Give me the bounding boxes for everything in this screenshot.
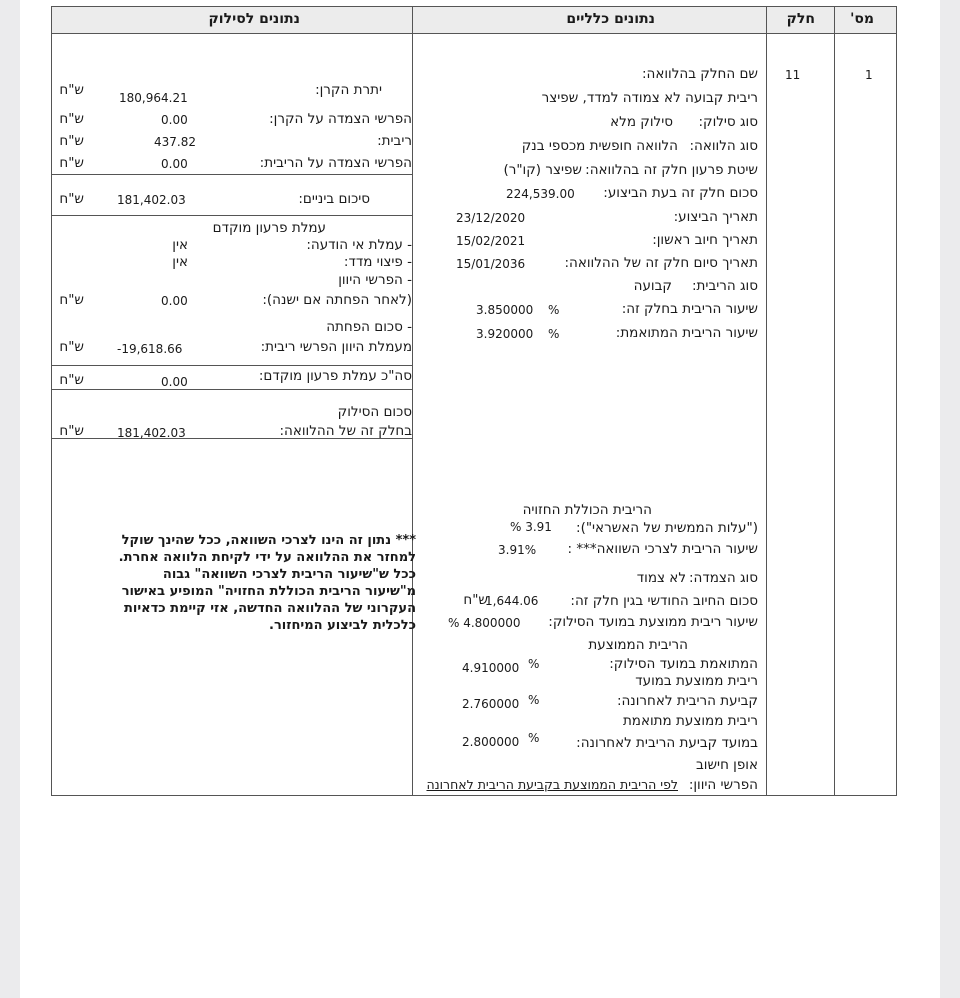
discount-diff-label: - הפרשי היוון (338, 272, 412, 288)
principal-value: 180,964.21 (119, 91, 188, 105)
header-bottom-border (51, 33, 897, 34)
part-name-value: ריבית קבועה לא צמודה למדד, שפיצר (541, 90, 758, 106)
exec-date-value: 23/12/2020 (456, 211, 526, 225)
principal-link-currency: ש"ח (59, 111, 84, 127)
monthly-currency: ש"ח (463, 592, 488, 608)
header-payoff: נתונים לסילוק (208, 11, 300, 27)
avg-fix-percent-sign: % (528, 693, 540, 707)
discount-diff-value: 0.00 (161, 294, 188, 308)
total-rate-value: % 3.91 (510, 520, 552, 534)
calc-value: לפי הריבית הממוצעת בקביעת הריבית לאחרונה (426, 777, 678, 792)
part-name-label: שם החלק בהלוואה: (641, 66, 758, 82)
reduction-currency: ש"ח (59, 339, 84, 355)
avg-adj-value: 4.910000 (462, 661, 520, 675)
reduction-sub: מעמלת היוון הפרשי ריבית: (260, 339, 412, 355)
column-divider (766, 6, 767, 796)
total-fee-value: 0.00 (161, 375, 188, 389)
adj-rate-percent-sign: % (548, 327, 560, 341)
interest-link-label: הפרשי הצמדה על הריבית: (259, 155, 412, 171)
total-fee-label: סה"כ עמלת פרעון מוקדם: (258, 368, 412, 384)
avg-fix-adj-title: ריבית ממוצעת מתואמת (622, 713, 758, 729)
interest-link-value: 0.00 (161, 157, 188, 171)
header-general: נתונים כלליים (566, 11, 655, 27)
principal-currency: ש"ח (59, 82, 84, 98)
index-comp-label: - פיצוי מדד: (343, 254, 412, 270)
table-left-border (51, 6, 52, 796)
reduction-label: - סכום הפחתה (326, 319, 412, 335)
section-divider (51, 174, 412, 175)
avg-adj-label: המתואמת במועד הסילוק: (609, 656, 758, 672)
document-page (20, 0, 940, 998)
linkage-label: סוג הצמדה: (688, 570, 758, 586)
early-fee-title: עמלת פרעון מוקדם (212, 220, 326, 236)
table-bottom-border (51, 795, 897, 796)
interest-value: 437.82 (154, 135, 196, 149)
discount-diff-sub: (לאחר הפחתה אם ישנה): (262, 292, 412, 308)
adj-rate-value: 3.920000 (476, 327, 534, 341)
total-rate-title: הריבית הכוללת החזויה (522, 502, 652, 518)
interest-link-currency: ש"ח (59, 155, 84, 171)
subtotal-label: סיכום ביניים: (298, 191, 370, 207)
section-divider (51, 215, 412, 216)
table-top-border (51, 6, 897, 7)
rate-type-value: קבועה (633, 278, 672, 294)
rate-label: שיעור הריבית בחלק זה: (621, 301, 758, 317)
interest-currency: ש"ח (59, 133, 84, 149)
end-date-label: תאריך סיום חלק זה של ההלוואה: (564, 255, 758, 271)
principal-label: יתרת הקרן: (315, 82, 382, 98)
avg-fix-title: ריבית ממוצעת במועד (635, 673, 758, 689)
total-fee-currency: ש"ח (59, 372, 84, 388)
loan-type-label: סוג הלוואה: (689, 138, 758, 154)
rate-value: 3.850000 (476, 303, 534, 317)
header-part: חלק (786, 11, 815, 27)
monthly-value: 1,644.06 (485, 594, 539, 608)
no-notice-label: - עמלת אי הודעה: (306, 237, 412, 253)
avg-rate-label: שיעור ריבית ממוצעת במועד הסילוק: (548, 614, 758, 630)
rate-type-label: סוג הריבית: (692, 278, 758, 294)
amount-value: 224,539.00 (506, 187, 575, 201)
avg-fix-value: 2.760000 (462, 697, 520, 711)
no-notice-value: אין (172, 237, 188, 253)
rate-percent-sign: % (548, 303, 560, 317)
compare-rate-label: שיעור הריבית לצרכי השוואה*** : (567, 541, 758, 557)
principal-link-label: הפרשי הצמדה על הקרן: (269, 111, 412, 127)
payoff-type-label: סוג סילוק: (698, 114, 758, 130)
payoff-amount-title: סכום הסילוק (337, 404, 412, 420)
first-charge-label: תאריך חיוב ראשון: (652, 232, 758, 248)
payoff-amount-label: בחלק זה של ההלוואה: (279, 423, 412, 439)
repayment-method-value: שפיצר (קו"ר) (503, 162, 582, 178)
index-comp-value: אין (172, 254, 188, 270)
principal-link-value: 0.00 (161, 113, 188, 127)
header-num: מס' (850, 11, 874, 27)
payoff-type-value: סילוק מלא (610, 114, 673, 130)
compare-rate-value: 3.91% (498, 543, 537, 557)
loan-type-value: הלוואה חופשית מכספי בנק (521, 138, 678, 154)
column-divider (834, 6, 835, 796)
calc-title: אופן חישוב (696, 757, 758, 773)
first-charge-value: 15/02/2021 (456, 234, 526, 248)
comparison-note: *** נתון זה הינו לצרכי השוואה, ככל שהינך שוקל למחזר את ההלוואה על ידי לקיחת הלוואה אחרת. ככל ש"שיעור הריבית לצרכי השוואה" גבוה מ"שיעור הריבית הכוללת החזויה" המופיע באישור העקרוני של ההלוואה החדשה, אזי קיימת כדאיות כלכלית לביצוע המיחזור. (118, 533, 416, 633)
calc-label: הפרשי היוון: (688, 777, 758, 793)
section-divider (51, 389, 412, 390)
repayment-method-label: שיטת פרעון חלק זה בהלוואה: (585, 162, 758, 178)
avg-fix-adj-percent-sign: % (528, 731, 540, 745)
subtotal-value: 181,402.03 (117, 193, 186, 207)
discount-diff-currency: ש"ח (59, 292, 84, 308)
avg-adj-percent-sign: % (528, 657, 540, 671)
end-date-value: 15/01/2036 (456, 257, 526, 271)
section-divider (51, 365, 412, 366)
payoff-amount-currency: ש"ח (59, 423, 84, 439)
linkage-value: לא צמוד (636, 570, 686, 586)
subtotal-currency: ש"ח (59, 191, 84, 207)
avg-adj-title: הריבית הממוצעת (588, 637, 688, 653)
avg-fix-adj-label: במועד קביעת הריבית לאחרונה: (576, 735, 758, 751)
table-right-border (896, 6, 897, 796)
total-rate-label: ("עלות הממשית של האשראי"): (576, 520, 758, 536)
monthly-label: סכום החיוב החודשי בגין חלק זה: (570, 593, 758, 609)
reduction-value: -19,618.66 (117, 342, 183, 356)
amount-label: סכום חלק זה בעת הביצוע: (603, 185, 758, 201)
avg-rate-value: % 4.800000 (448, 616, 521, 630)
avg-fix-adj-value: 2.800000 (462, 735, 520, 749)
interest-label: ריבית: (377, 133, 412, 149)
adj-rate-label: שיעור הריבית המתואמת: (615, 325, 758, 341)
exec-date-label: תאריך הביצוע: (673, 209, 758, 225)
column-divider (412, 6, 413, 796)
payoff-amount-value: 181,402.03 (117, 426, 186, 440)
row-part: 11 (785, 68, 801, 82)
row-number: 1 (865, 68, 873, 82)
avg-fix-label: קביעת הריבית לאחרונה: (616, 693, 758, 709)
